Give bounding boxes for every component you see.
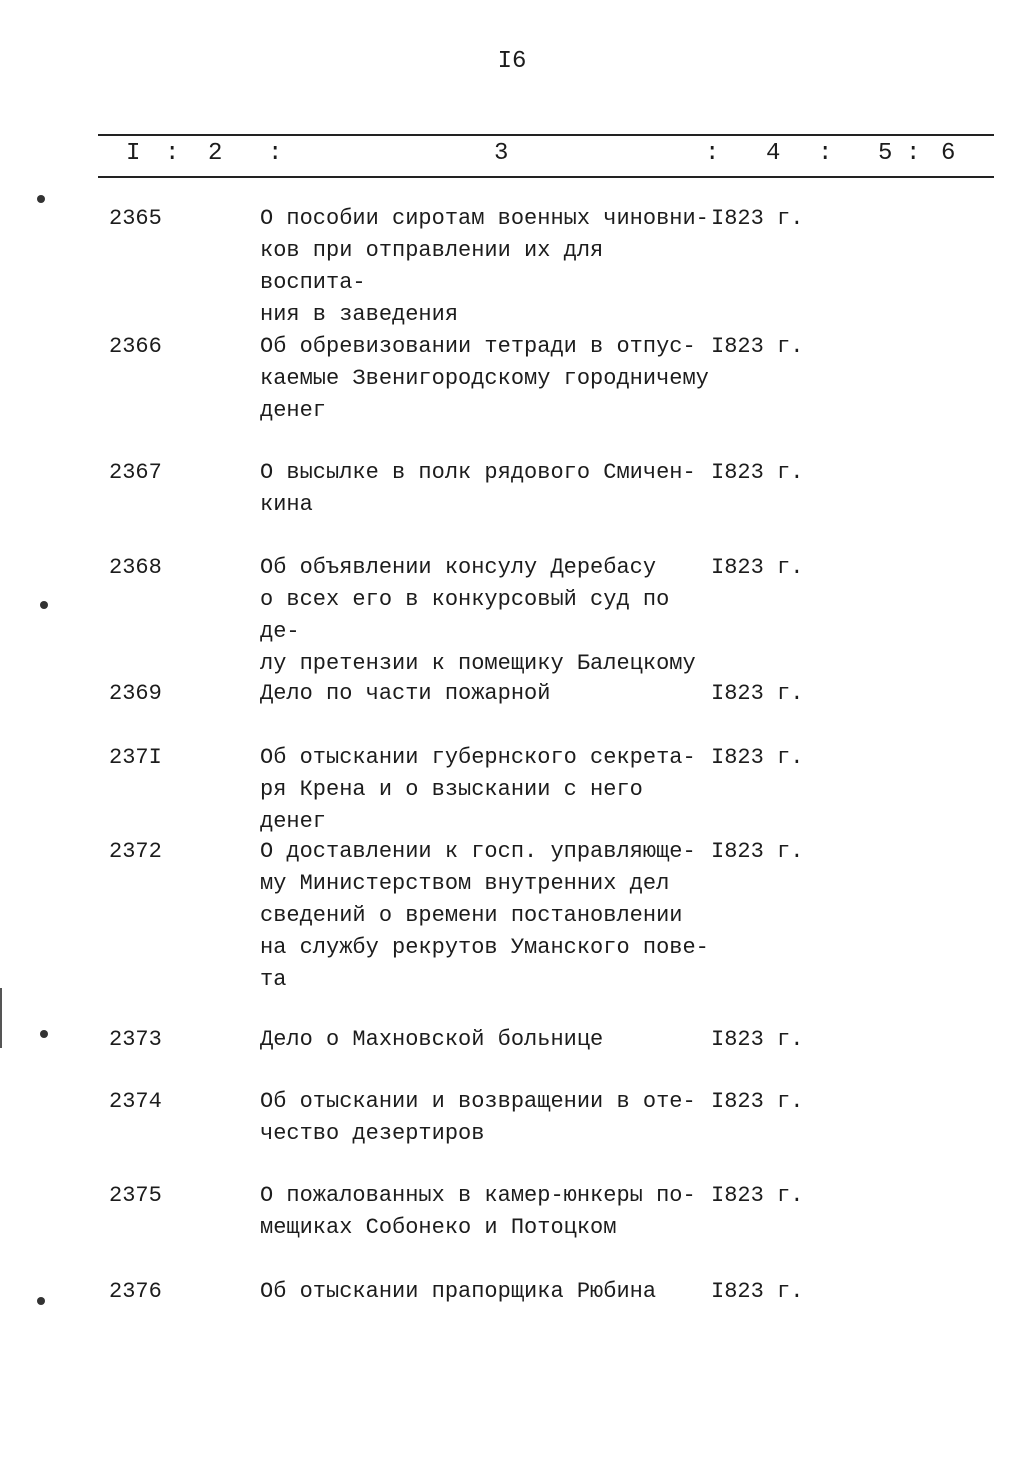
row-year: I823 г. [711, 1279, 804, 1304]
header-top-rule [98, 134, 994, 136]
row-year: I823 г. [711, 1183, 804, 1208]
header-sep: : [268, 140, 283, 167]
header-bottom-rule [98, 176, 994, 178]
row-number: 2372 [109, 839, 162, 864]
row-number: 2374 [109, 1089, 162, 1114]
header-col-6: 6 [941, 140, 956, 167]
row-number: 2367 [109, 460, 162, 485]
row-title: О доставлении к госп. управляюще- му Министерством внутренних дел сведений о времени постановлении на службу рекрутов Уманского пове- та [260, 839, 709, 992]
row-title: Об отыскании прапорщика Рюбина [260, 1279, 657, 1304]
row-number: 2376 [109, 1279, 162, 1304]
row-number: 2365 [109, 206, 162, 231]
row-title: Дело о Махновской больнице [260, 1027, 604, 1052]
row-title: О пожалованных в камер-юнкеры по- мещиках Собонеко и Потоцком [260, 1183, 696, 1240]
header-col-1: I [126, 140, 141, 167]
header-col-5: 5 [878, 140, 893, 167]
row-number: 2369 [109, 681, 162, 706]
row-title: Об отыскании и возвращении в оте- чество дезертиров [260, 1089, 696, 1146]
row-title: Об обревизовании тетради в отпус- каемые Звенигородскому городничему денег [260, 334, 709, 423]
header-col-2: 2 [208, 140, 223, 167]
row-year: I823 г. [711, 681, 804, 706]
row-year: I823 г. [711, 555, 804, 580]
binding-hole-mark [37, 1297, 45, 1305]
row-year: I823 г. [711, 460, 804, 485]
row-number: 2368 [109, 555, 162, 580]
row-year: I823 г. [711, 839, 804, 864]
row-year: I823 г. [711, 206, 804, 231]
page-number: I6 [497, 48, 527, 75]
header-sep: : [165, 140, 180, 167]
row-title: Об отыскании губернского секрета- ря Крена и о взыскании с него денег [260, 745, 696, 834]
row-year: I823 г. [711, 334, 804, 359]
row-title: О пособии сиротам военных чиновни- ков при отправлении их для воспита- ния в заведения [260, 206, 709, 327]
header-sep: : [818, 140, 833, 167]
binding-hole-mark [40, 1030, 48, 1038]
row-year: I823 г. [711, 1089, 804, 1114]
row-number: 2366 [109, 334, 162, 359]
binding-hole-mark [40, 601, 48, 609]
row-title: Об объявлении консулу Деребасу о всех его в конкурсовый суд по де- лу претензии к помещику Балецкому [260, 555, 696, 676]
header-col-3: 3 [494, 140, 509, 167]
margin-scan-line [0, 988, 2, 1048]
row-title: Дело по части пожарной [260, 681, 551, 706]
row-year: I823 г. [711, 745, 804, 770]
row-title: О высылке в полк рядового Смичен- кина [260, 460, 696, 517]
binding-hole-mark [37, 195, 45, 203]
table-header [0, 140, 1024, 172]
header-sep: : [705, 140, 720, 167]
row-number: 2375 [109, 1183, 162, 1208]
row-number: 237I [109, 745, 162, 770]
header-sep: : [906, 140, 921, 167]
row-year: I823 г. [711, 1027, 804, 1052]
header-col-4: 4 [766, 140, 781, 167]
row-number: 2373 [109, 1027, 162, 1052]
